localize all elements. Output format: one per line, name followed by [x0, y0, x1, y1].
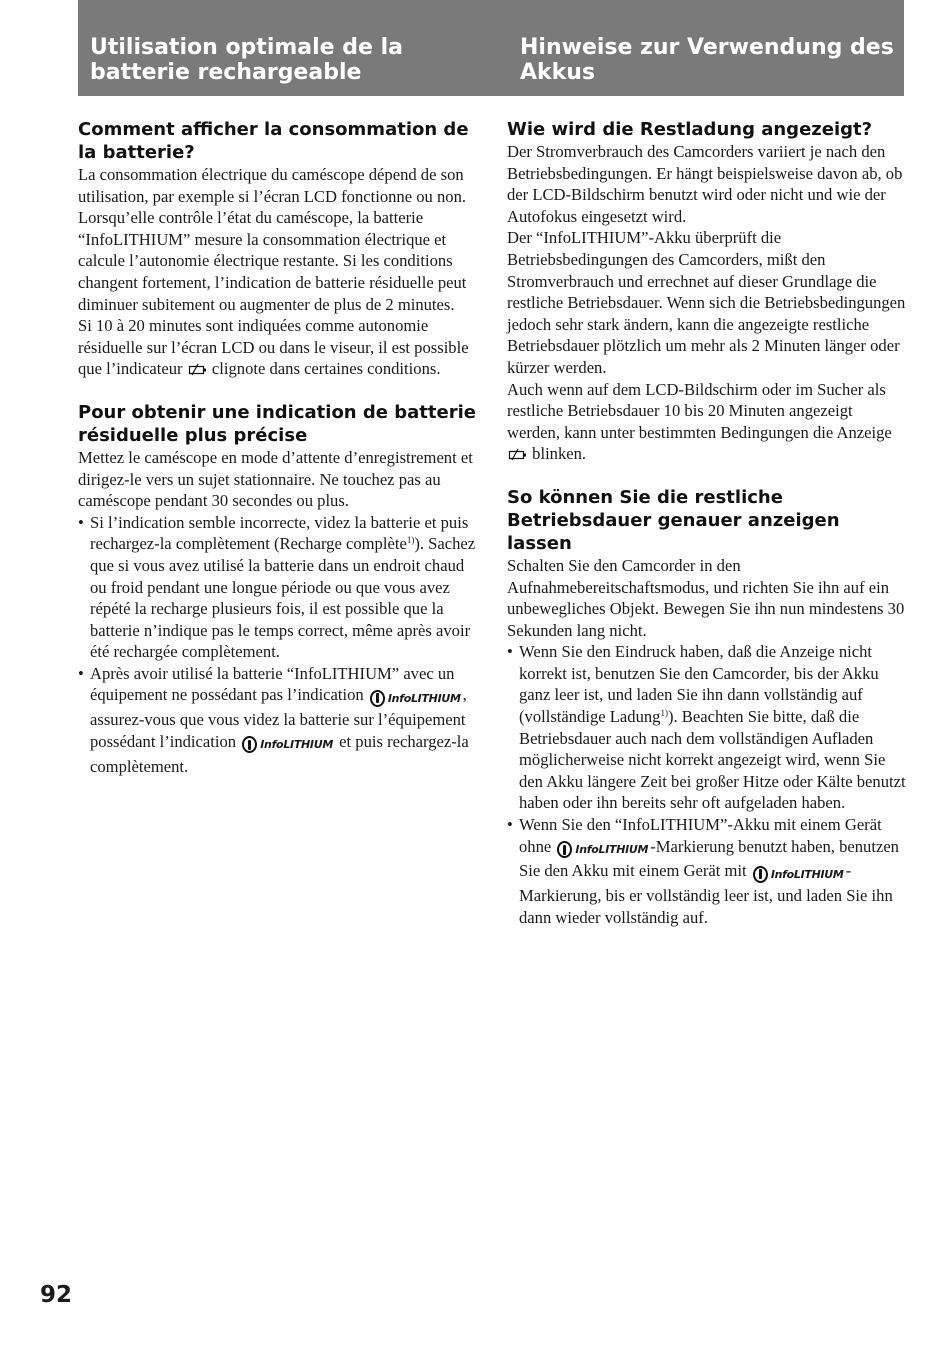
bullet-de-2-text-b: -Markierung benutzt haben, benutzen Sie den Akku mit einem Gerät mit: [519, 836, 899, 881]
list-item-fr-1: [78, 512, 478, 663]
paragraph-de-2: Der “InfoLITHIUM”-Akku überprüft die Betriebsbedingungen des Camcorders, mißt den Stromverbrauch und errechnet auf dieser Grundlage die restliche Betriebsdauer. Wenn sich die Betriebsbedingungen jedoch sehr stark ändern, kann die angezeigte restliche Betriebsdauer plötzlich um mehr als 2 Minuten länger oder kürzer werden.: [507, 228, 906, 377]
header-title-fr: Utilisation optimale de la batterie rechargeable: [90, 35, 403, 85]
heading-fr-precise: Pour obtenir une indication de batterie résiduelle plus précise: [78, 401, 476, 446]
heading-fr-consumption: Comment afficher la consommation de la batterie?: [78, 119, 469, 163]
column-german: [507, 118, 907, 928]
bullet-de-1-text-a: Wenn Sie den Eindruck haben, daß die Anzeige nicht korrekt ist, benutzen Sie den Camcorder, bis der Akku ganz leer ist, und laden Sie ihn dann vollständig auf (vollständige Ladung: [519, 642, 879, 727]
list-item-de-1: [507, 641, 907, 814]
bullet-dot: •: [78, 512, 84, 532]
paragraph-fr-4: Mettez le caméscope en mode d’attente d’enregistrement et dirigez-le vers un sujet stationnaire. Ne touchez pas au caméscope pendant 30 secondes ou plus.: [78, 447, 473, 511]
bullet-fr-2-text-a: Après avoir utilisé la batterie “InfoLITHIUM” avec un équipement ne possédant pas l’indication: [90, 663, 455, 705]
header-title-de: Hinweise zur Verwendung des Akkus: [520, 35, 894, 85]
battery-empty-icon: [188, 363, 207, 376]
footnote-marker: 1): [406, 535, 415, 546]
list-item-de-2: [507, 814, 907, 928]
paragraph-de-3: [507, 379, 907, 465]
battery-empty-icon: [508, 448, 527, 461]
paragraph-fr-3-start: Si 10 à 20 minutes sont indiquées comme autonomie résiduelle sur l’écran LCD ou dans le viseur, il est possible que l’indicateur: [78, 316, 469, 379]
list-item-fr-2: [78, 663, 478, 777]
page-number: 92: [40, 1282, 73, 1308]
paragraph-fr-3-end: clignote dans certaines conditions.: [211, 359, 441, 379]
bullet-de-1-text-b: ). Beachten Sie bitte, daß die Betriebsdauer auch nach dem vollständigen Aufladen möglicherweise nicht korrekt angezeigt wird, wenn Sie den Akku längere Zeit bei großer Hitze oder Kälte benutzt haben oder ihn bereits sehr oft aufgeladen haben.: [519, 707, 906, 813]
infolithium-logo-icon: InfoLITHIUM: [242, 734, 333, 756]
bullet-dot: •: [78, 663, 84, 683]
paragraph-de-1: Der Stromverbrauch des Camcorders variiert je nach den Betriebsbedingungen. Er hängt beispielsweise davon ab, ob der LCD-Bildschirm benutzt wird oder nicht und wie der Autofokus eingesetzt wird.: [507, 142, 903, 226]
bullet-fr-1-text-a: Si l’indication semble incorrecte, videz la batterie et puis rechargez-la complètement (Recharge complète: [90, 512, 469, 554]
bullet-dot: •: [507, 642, 513, 662]
infolithium-logo-icon: InfoLITHIUM: [557, 839, 648, 861]
bullet-fr-2-text-c: et puis rechargez-la complètement.: [90, 731, 469, 776]
bullet-fr-2-text-b: , assurez-vous que vous videz la batterie sur l’équipement possédant l’indication: [90, 685, 467, 751]
paragraph-de-3-end: blinken.: [532, 444, 587, 464]
bullet-de-2-text-c: -Markierung, bis er vollständig leer ist, und laden Sie ihn dann wieder vollständig auf.: [519, 861, 893, 927]
bullet-fr-1-text-b: ). Sachez que si vous avez utilisé la batterie dans un endroit chaud ou froid pendant une longue période ou que vous avez répété la recharge plusieurs fois, il est possible que la batterie n’indique pas le temps correct, même après avoir été rechargée complètement.: [90, 534, 476, 662]
infolithium-logo-icon: InfoLITHIUM: [370, 688, 461, 710]
bullet-de-2-text-a: Wenn Sie den “InfoLITHIUM”-Akku mit einem Gerät ohne: [519, 815, 882, 856]
footnote-marker: 1): [660, 708, 668, 719]
infolithium-logo-icon: InfoLITHIUM: [753, 864, 844, 886]
paragraph-fr-2: Lorsqu’elle contrôle l’état du caméscope, la batterie “InfoLITHIUM” mesure la consommation électrique et calcule l’autonomie électrique restante. Si les conditions changent fortement, l’indication de batterie résiduelle peut diminuer subitement ou augmenter de plus de 2 minutes.: [78, 208, 467, 314]
heading-de-genauer: So können Sie die restliche Betriebsdauer genauer anzeigen lassen: [507, 486, 840, 554]
paragraph-de-3-start: Auch wenn auf dem LCD-Bildschirm oder im Sucher als restliche Betriebsdauer 10 bis 20 Minuten angezeigt werden, kann unter bestimmten Bedingungen die Anzeige: [507, 379, 892, 442]
column-french: [78, 118, 478, 777]
paragraph-fr-3: [78, 315, 478, 380]
heading-de-restladung: Wie wird die Restladung angezeigt?: [507, 119, 873, 140]
paragraph-de-4: Schalten Sie den Camcorder in den Aufnahmebereitschaftsmodus, und richten Sie ihn auf ein unbewegliches Objekt. Bewegen Sie ihn nun mindestens 30 Sekunden lang nicht.: [507, 555, 905, 640]
bullet-dot: •: [507, 815, 513, 835]
section-header-bar: [78, 0, 904, 96]
paragraph-fr-1: La consommation électrique du caméscope dépend de son utilisation, par exemple si l’écran LCD fonctionne ou non.: [78, 165, 467, 206]
